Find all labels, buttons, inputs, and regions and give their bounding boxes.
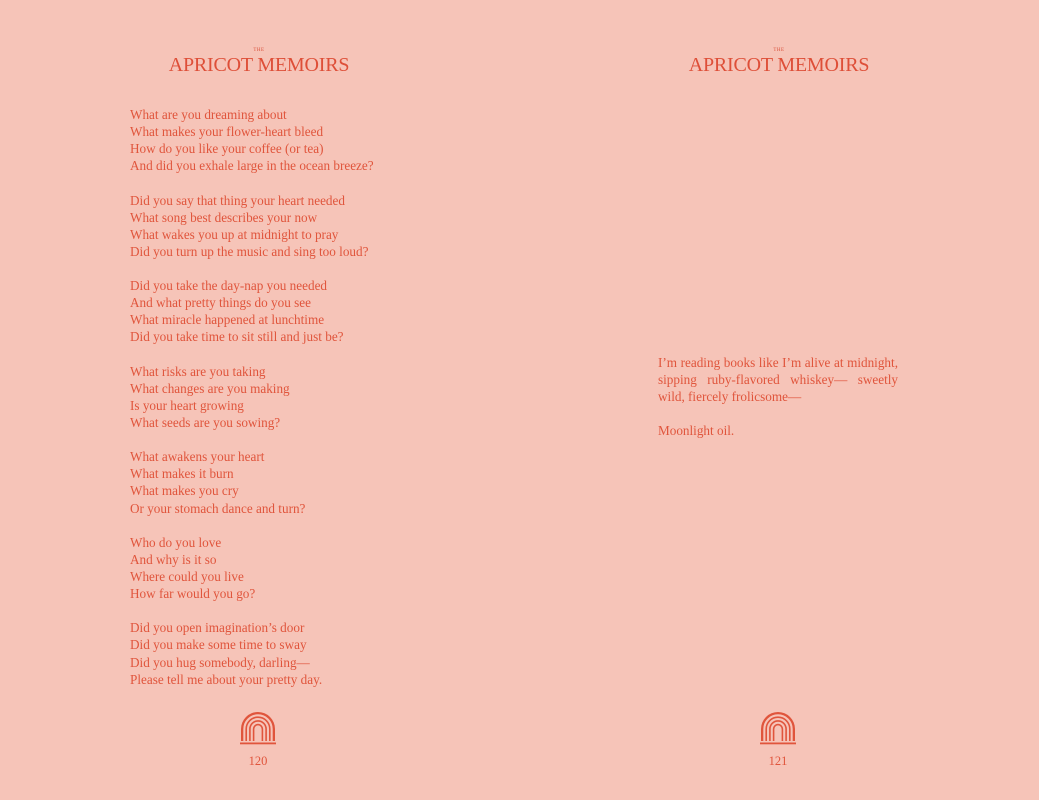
poem: [130, 106, 450, 688]
page-number: 121: [768, 754, 788, 768]
poem-line: Please tell me about your pretty day.: [130, 671, 323, 687]
poem-line: Did you open imagination’s door: [130, 620, 305, 636]
poem-line: And what pretty things do you see: [130, 295, 311, 311]
left-page: [0, 0, 519, 800]
poem-line: What song best describes your now: [130, 209, 318, 225]
poem-line: Did you turn up the music and sing too loud?: [130, 243, 369, 259]
poem-line: What risks are you taking: [130, 363, 266, 379]
prose-paragraph: Moonlight oil.: [658, 423, 735, 439]
poem-line: How do you like your coffee (or tea): [130, 141, 324, 157]
header-kicker: THE: [773, 48, 785, 53]
poem-line: Did you hug somebody, darling—: [130, 654, 310, 670]
poem-line: What makes you cry: [130, 483, 239, 499]
poem-line: What are you dreaming about: [130, 107, 287, 122]
poem-line: Or your stomach dance and turn?: [130, 500, 306, 516]
page-number: 120: [248, 754, 268, 768]
stanza: [130, 448, 450, 516]
book-title: APRICOT MEMOIRS: [168, 54, 350, 76]
poem-line: Is your heart growing: [130, 397, 244, 413]
poem-line: What miracle happened at lunchtime: [130, 312, 325, 328]
poem-line: What makes it burn: [130, 466, 234, 482]
poem-line: Who do you love: [130, 534, 222, 550]
poem-line: Did you take the day-nap you needed: [130, 278, 328, 294]
right-page: [519, 0, 1039, 800]
poem-line: Did you take time to sit still and just be?: [130, 329, 344, 345]
header-kicker: THE: [253, 48, 265, 53]
poem-line: And why is it so: [130, 551, 217, 567]
stanza: [130, 277, 450, 345]
poem-line: And did you exhale large in the ocean breeze?: [130, 158, 374, 174]
stanza: [130, 192, 450, 260]
prose-paragraph: I’m reading books like I’m alive at midnight, sipping ruby-flavored whiskey— sweetly wild, fiercely frolicsome—: [658, 355, 898, 405]
stanza: [130, 619, 450, 687]
poem-line: What wakes you up at midnight to pray: [130, 226, 339, 242]
stanza: [130, 363, 450, 431]
page-footer: [748, 712, 808, 768]
book-title: APRICOT MEMOIRS: [688, 54, 870, 76]
poem-line: Did you make some time to sway: [130, 637, 307, 653]
rainbow-arch-icon: [240, 712, 276, 745]
stanza: [130, 106, 450, 174]
running-header: [649, 48, 909, 77]
rainbow-arch-icon: [760, 712, 796, 745]
stanza: [130, 534, 450, 602]
page-footer: [228, 712, 288, 768]
prose-passage: [658, 354, 898, 457]
poem-line: What seeds are you sowing?: [130, 414, 281, 430]
poem-line: What makes your flower-heart bleed: [130, 124, 324, 140]
poem-line: What awakens your heart: [130, 449, 265, 465]
running-header: [129, 48, 389, 77]
poem-line: Did you say that thing your heart needed: [130, 192, 345, 208]
poem-line: Where could you live: [130, 569, 244, 584]
poem-line: What changes are you making: [130, 380, 290, 396]
poem-line: How far would you go?: [130, 586, 256, 602]
